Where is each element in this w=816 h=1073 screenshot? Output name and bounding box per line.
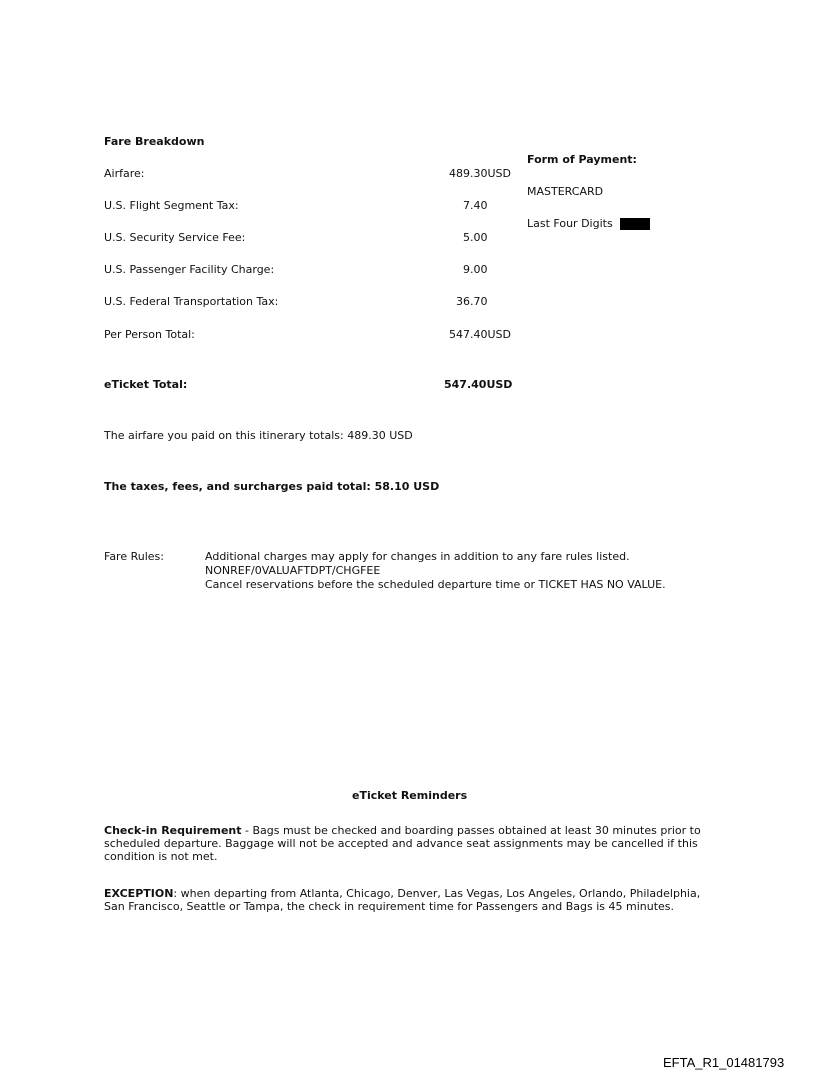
checkin-text: - Bags must be checked and boarding passes obtained at least 30 minutes prior to scheduled departure. Baggage will not be accepted and advance seat assignments may be cancelled if this condition is not met.: [104, 824, 701, 863]
fare-row-value: 9.00: [463, 263, 488, 276]
payment-card: MASTERCARD: [527, 185, 604, 198]
fare-rules-line: Additional charges may apply for changes in addition to any fare rules listed.: [205, 550, 630, 563]
payment-title: Form of Payment:: [527, 153, 637, 166]
taxes-summary: The taxes, fees, and surcharges paid total: 58.10 USD: [104, 480, 440, 493]
document-id: EFTA_R1_01481793: [663, 1055, 785, 1070]
fare-row-label: U.S. Security Service Fee:: [104, 231, 246, 244]
fare-breakdown-title: Fare Breakdown: [104, 135, 205, 148]
fare-rules-line: NONREF/0VALUAFTDPT/CHGFEE: [205, 564, 381, 577]
fare-row-value: 547.40USD: [449, 328, 511, 341]
airfare-summary: The airfare you paid on this itinerary totals: 489.30 USD: [104, 429, 413, 442]
fare-row-label: Per Person Total:: [104, 328, 195, 341]
fare-rules-line: Cancel reservations before the scheduled departure time or TICKET HAS NO VALUE.: [205, 578, 666, 591]
fare-row-label: U.S. Passenger Facility Charge:: [104, 263, 275, 276]
fare-row-value: 5.00: [463, 231, 488, 244]
fare-row-value: 36.70: [456, 295, 488, 308]
eticket-total-value: 547.40USD: [444, 378, 513, 391]
exception-text: : when departing from Atlanta, Chicago, Denver, Las Vegas, Los Angeles, Orlando, Philadelphia, San Francisco, Seattle or Tampa, the check in requirement time for Passengers and Bags is 45 minutes.: [104, 887, 701, 913]
checkin-paragraph: [104, 824, 724, 863]
fare-row-value: 489.30USD: [449, 167, 511, 180]
checkin-heading: Check-in Requirement: [104, 824, 242, 837]
fare-row-value: 7.40: [463, 199, 488, 212]
fare-row-label: U.S. Flight Segment Tax:: [104, 199, 239, 212]
exception-paragraph: [104, 887, 724, 913]
eticket-total-label: eTicket Total:: [104, 378, 188, 391]
exception-heading: EXCEPTION: [104, 887, 174, 900]
fare-row-label: Airfare:: [104, 167, 145, 180]
fare-rules-label: Fare Rules:: [104, 550, 164, 563]
last-four-label: Last Four Digits: [527, 217, 613, 230]
fare-row-label: U.S. Federal Transportation Tax:: [104, 295, 279, 308]
redaction-block: [620, 218, 650, 230]
reminders-title: eTicket Reminders: [352, 789, 468, 802]
